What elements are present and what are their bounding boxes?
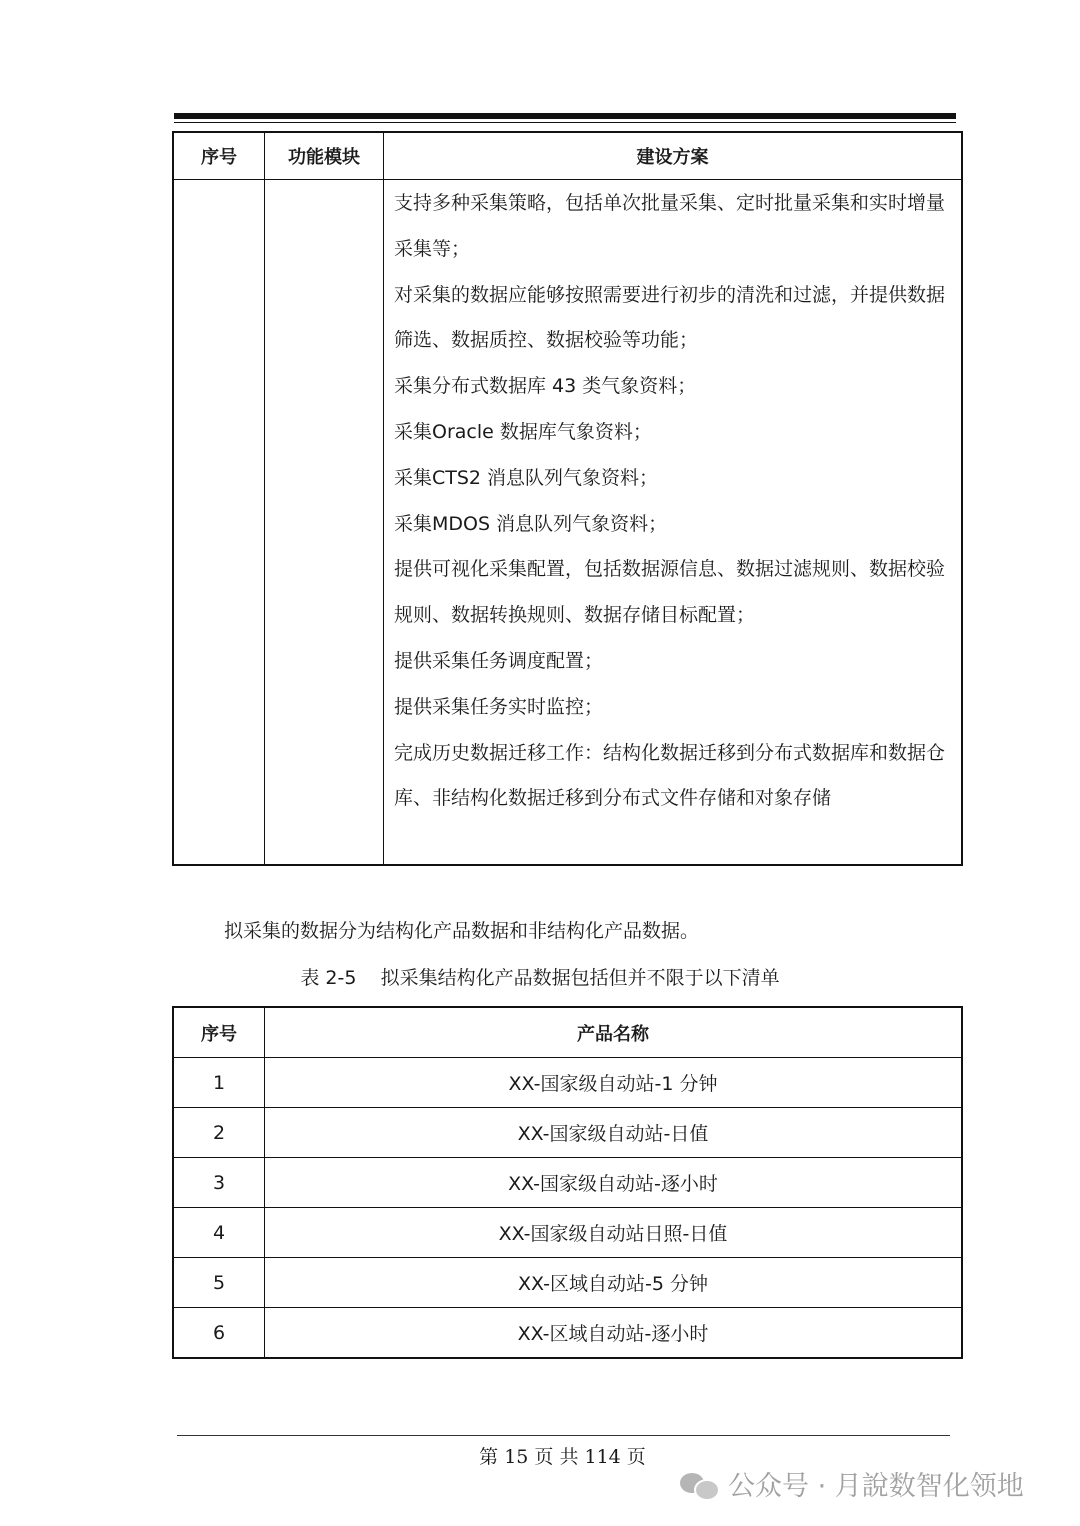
- plan-line: 规则、数据转换规则、数据存储目标配置；: [394, 604, 756, 627]
- header-product-name: 产品名称: [265, 1007, 963, 1058]
- table-caption: 表 2-5 拟采集结构化产品数据包括但并不限于以下清单: [300, 967, 780, 989]
- plan-line: 筛选、数据质控、数据校验等功能；: [394, 329, 699, 352]
- plan-line: 提供采集任务实时监控；: [394, 695, 604, 718]
- table-row: [173, 1208, 962, 1258]
- wechat-icon: [680, 1469, 718, 1499]
- table-row: [173, 1058, 962, 1108]
- table-row: [173, 1108, 962, 1158]
- table-row: [173, 1308, 962, 1359]
- product-name: XX-区域自动站-逐小时: [265, 1308, 963, 1359]
- row-number: 4: [173, 1208, 265, 1258]
- header-serial-number: 序号: [173, 1007, 265, 1058]
- body-paragraph: 拟采集的数据分为结构化产品数据和非结构化产品数据。: [224, 920, 700, 942]
- row-number: 5: [173, 1258, 265, 1308]
- plan-line: 支持多种采集策略，包括单次批量采集、定时批量采集和实时增量: [394, 192, 946, 214]
- header-rule-thick: [174, 113, 956, 119]
- plan-line: 提供采集任务调度配置；: [394, 649, 604, 672]
- header-rule-thin: [174, 122, 956, 123]
- product-name: XX-国家级自动站-日值: [265, 1108, 963, 1158]
- product-name: XX-国家级自动站日照-日值: [265, 1208, 963, 1258]
- table-row: [173, 1258, 962, 1308]
- serial-cell: [173, 180, 265, 866]
- header-serial-number: 序号: [173, 132, 265, 180]
- watermark-text: 公众号 · 月說数智化领地: [728, 1471, 1024, 1502]
- table-row: [173, 1158, 962, 1208]
- page-number: 第 15 页 共 114 页: [479, 1446, 646, 1468]
- table-header-row: [173, 132, 962, 180]
- plan-line: 提供可视化采集配置，包括数据源信息、数据过滤规则、数据校验: [394, 558, 946, 581]
- row-number: 2: [173, 1108, 265, 1158]
- plan-content-cell: [384, 180, 963, 866]
- header-function-module: 功能模块: [265, 132, 384, 180]
- row-number: 6: [173, 1308, 265, 1359]
- table-header-row: [173, 1007, 962, 1058]
- footer-rule: [177, 1435, 950, 1436]
- plan-line: 完成历史数据迁移工作：结构化数据迁移到分布式数据库和数据仓: [394, 741, 946, 764]
- product-name: XX-区域自动站-5 分钟: [265, 1258, 963, 1308]
- table-row: [173, 180, 962, 866]
- module-cell: [265, 180, 384, 866]
- row-number: 1: [173, 1058, 265, 1108]
- row-number: 3: [173, 1158, 265, 1208]
- watermark: [680, 1464, 1024, 1503]
- header-construction-plan: 建设方案: [384, 132, 963, 180]
- plan-line: 对采集的数据应能够按照需要进行初步的清洗和过滤，并提供数据: [394, 283, 946, 306]
- plan-line: 采集CTS2 消息队列气象资料；: [394, 466, 659, 489]
- plan-line: 采集分布式数据库 43 类气象资料；: [394, 375, 697, 398]
- structured-product-table: [172, 1006, 963, 1359]
- plan-line: 采集Oracle 数据库气象资料；: [394, 420, 652, 443]
- plan-line: 采集MDOS 消息队列气象资料；: [394, 512, 668, 535]
- product-name: XX-国家级自动站-逐小时: [265, 1158, 963, 1208]
- product-name: XX-国家级自动站-1 分钟: [265, 1058, 963, 1108]
- construction-plan-table: [172, 131, 963, 866]
- plan-line: 库、非结构化数据迁移到分布式文件存储和对象存储: [394, 787, 832, 810]
- plan-line: 采集等；: [394, 237, 471, 260]
